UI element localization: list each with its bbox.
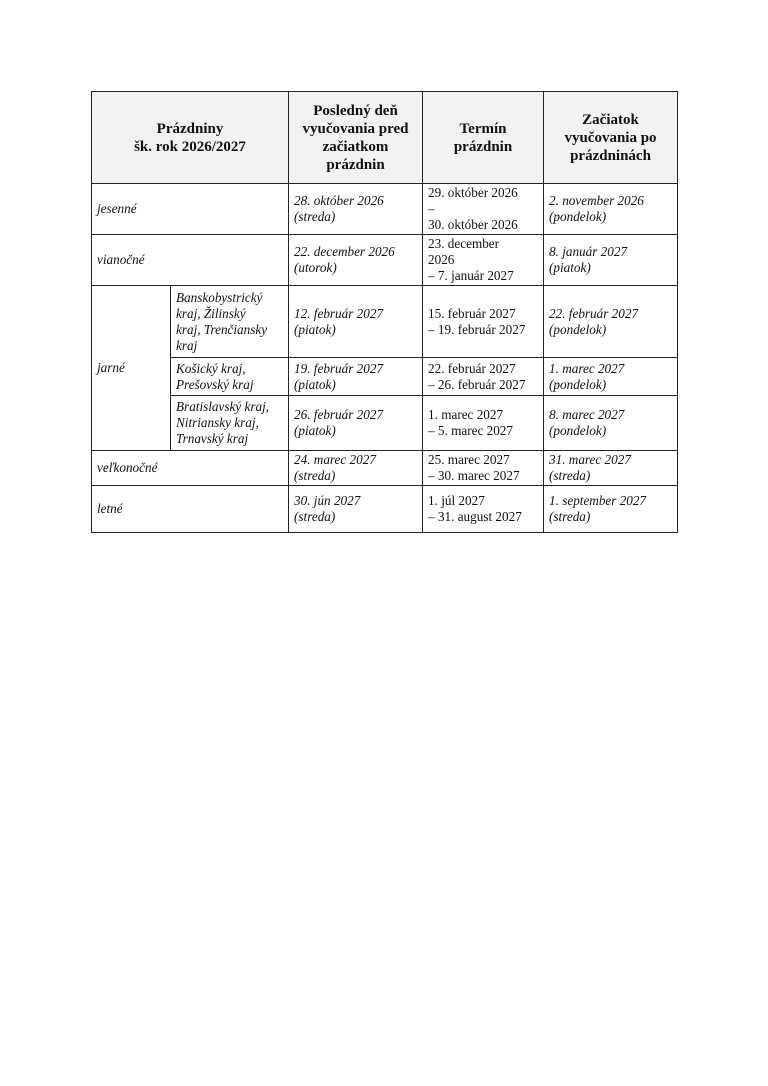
term-letne: 1. júl 2027 – 31. august 2027 — [423, 486, 544, 533]
region-jarne-1: Banskobystrický kraj, Žilinský kraj, Trenčiansky kraj — [171, 286, 289, 358]
term-vianocne: 23. december 2026 – 7. január 2027 — [423, 235, 544, 286]
last-day-jarne-2: 19. február 2027 (piatok) — [289, 358, 423, 396]
header-last-day: Posledný deň vyučovania pred začiatkom prázdnin — [289, 92, 423, 184]
holiday-schedule-table — [91, 91, 678, 533]
row-label-letne: letné — [92, 486, 289, 533]
start-jarne-1: 22. február 2027 (pondelok) — [544, 286, 678, 358]
term-jesenne: 29. október 2026 – 30. október 2026 — [423, 184, 544, 235]
table-row-jarne-1 — [92, 286, 678, 358]
header-start: Začiatok vyučovania po prázdninách — [544, 92, 678, 184]
table-row-jarne-3 — [92, 396, 678, 451]
row-label-jarne: jarné — [92, 286, 171, 451]
row-label-jesenne: jesenné — [92, 184, 289, 235]
term-jarne-1: 15. február 2027 – 19. február 2027 — [423, 286, 544, 358]
start-vianocne: 8. január 2027 (piatok) — [544, 235, 678, 286]
term-jarne-3: 1. marec 2027 – 5. marec 2027 — [423, 396, 544, 451]
last-day-vianocne: 22. december 2026 (utorok) — [289, 235, 423, 286]
last-day-velkonocne: 24. marec 2027 (streda) — [289, 451, 423, 486]
table-row-jarne-2 — [92, 358, 678, 396]
term-jarne-2: 22. február 2027 – 26. február 2027 — [423, 358, 544, 396]
start-jarne-2: 1. marec 2027 (pondelok) — [544, 358, 678, 396]
start-letne: 1. september 2027 (streda) — [544, 486, 678, 533]
last-day-jarne-1: 12. február 2027 (piatok) — [289, 286, 423, 358]
row-label-velkonocne: veľkonočné — [92, 451, 289, 486]
header-row — [92, 92, 678, 184]
last-day-jarne-3: 26. február 2027 (piatok) — [289, 396, 423, 451]
row-label-vianocne: vianočné — [92, 235, 289, 286]
table-row-letne — [92, 486, 678, 533]
region-jarne-3: Bratislavský kraj, Nitriansky kraj, Trnavský kraj — [171, 396, 289, 451]
start-jesenne: 2. november 2026 (pondelok) — [544, 184, 678, 235]
start-velkonocne: 31. marec 2027 (streda) — [544, 451, 678, 486]
term-velkonocne: 25. marec 2027 – 30. marec 2027 — [423, 451, 544, 486]
header-holidays: Prázdniny šk. rok 2026/2027 — [92, 92, 289, 184]
region-jarne-2: Košický kraj, Prešovský kraj — [171, 358, 289, 396]
table-row-velkonocne — [92, 451, 678, 486]
last-day-letne: 30. jún 2027 (streda) — [289, 486, 423, 533]
header-term: Termín prázdnin — [423, 92, 544, 184]
last-day-jesenne: 28. október 2026 (streda) — [289, 184, 423, 235]
start-jarne-3: 8. marec 2027 (pondelok) — [544, 396, 678, 451]
table-row-jesenne — [92, 184, 678, 235]
table-row-vianocne — [92, 235, 678, 286]
